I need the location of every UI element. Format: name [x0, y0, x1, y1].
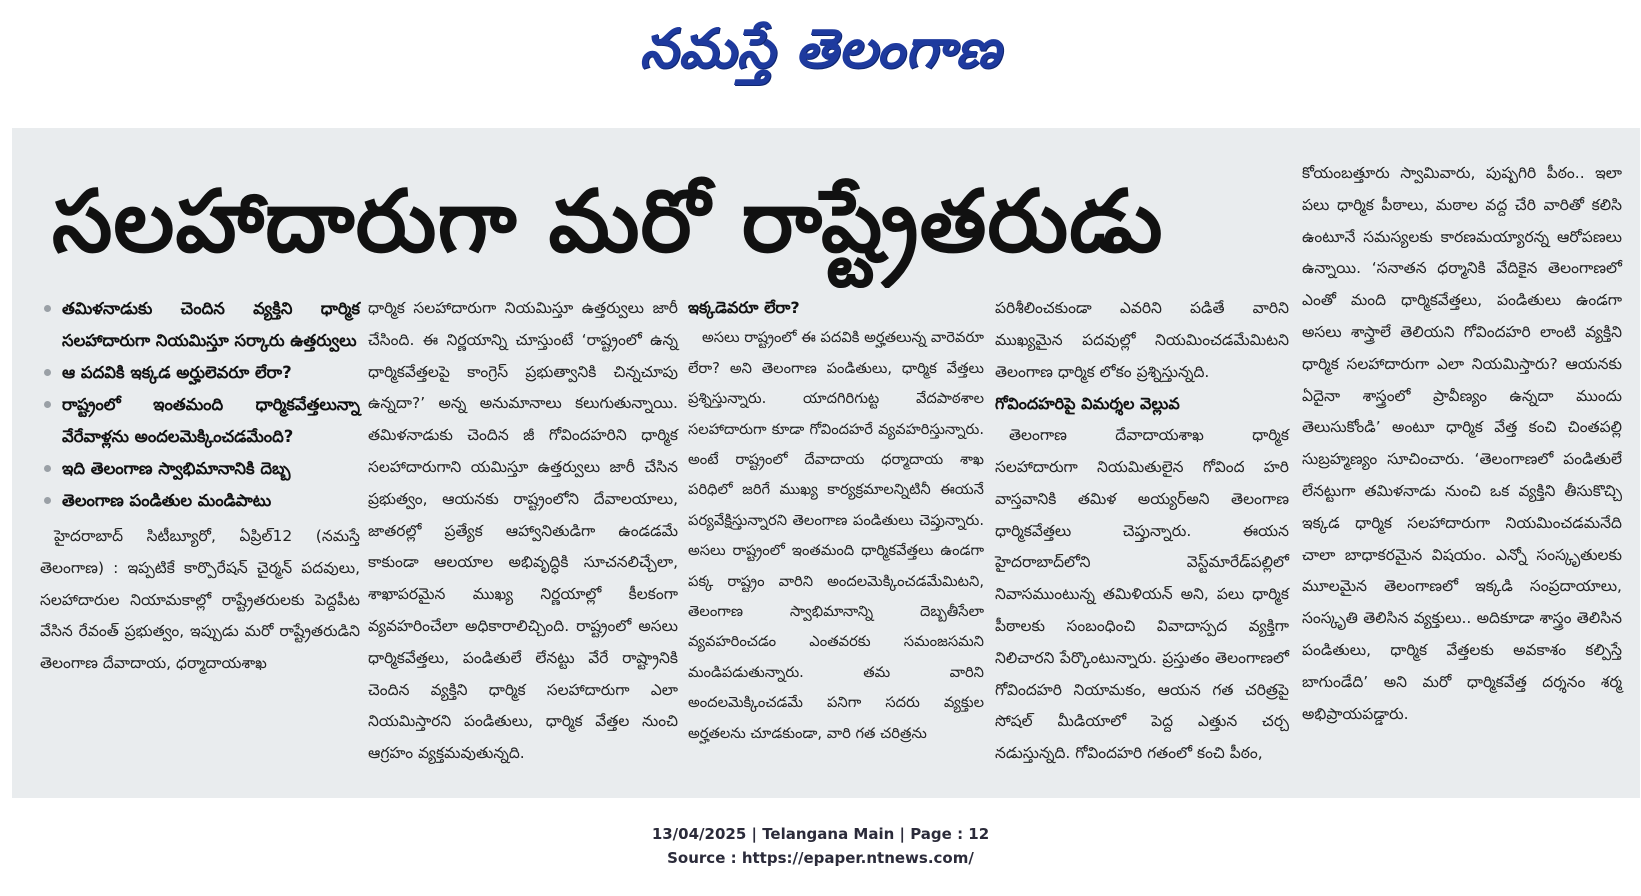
section-subheading: గోవిందహరిపై విమర్శల వెల్లువ: [995, 394, 1180, 414]
article-column-1: [40, 293, 360, 680]
bullet-icon: [44, 497, 51, 504]
article-headline: సలహాదారుగా మరో రాష్ట్రేతరుడు: [52, 172, 1164, 272]
article-column-4: [995, 293, 1289, 770]
bullet-item: [40, 293, 360, 357]
bullet-icon: [44, 305, 51, 312]
body-paragraph: పరిశీలించకుండా ఎవరిని పడితే వారిని ముఖ్యమైన పదవుల్లో నియమించడమేమిటని తెలంగాణ ధార్మిక లోకం ప్రశ్నిస్తున్నది.: [995, 299, 1289, 381]
article-column-5: [1302, 158, 1622, 730]
page-footer: [0, 822, 1641, 870]
bullet-item: [40, 357, 360, 389]
bullet-text: తమిళనాడుకు చెందిన వ్యక్తిని ధార్మిక సలహాదారుగా నియమిస్తూ సర్కారు ఉత్తర్వులు: [62, 299, 360, 350]
bullet-icon: [44, 465, 51, 472]
bullet-icon: [44, 369, 51, 376]
article-column-2: [368, 293, 678, 770]
dateline-paragraph: హైదరాబాద్ సిటీబ్యూరో, ఏప్రిల్12 (నమస్తే తెలంగాణ) : ఇప్పటికే కార్పొరేషన్ చైర్మన్ పదవులు, సలహాదారుల నియామకాల్లో రాష్ట్రేతరులకు పెద్దపీట వేసిన రేవంత్ ప్రభుత్వం, ఇప్పుడు మరో రాష్ట్రేతరుడిని తెలంగాణ దేవాదాయ, ధర్మాదాయశాఖ: [40, 527, 360, 673]
bullet-item: [40, 485, 360, 517]
bullet-icon: [44, 401, 51, 408]
bullet-text: రాష్ట్రంలో ఇంతమంది ధార్మికవేత్తలున్నా వేరేవాళ్లను అందలమెక్కించడమేంది?: [62, 395, 360, 446]
bullet-item: [40, 453, 360, 485]
bullet-text: ఆ పదవికి ఇక్కడ అర్హులెవరూ లేరా?: [62, 363, 292, 382]
bullet-item: [40, 389, 360, 453]
body-paragraph: తెలంగాణ దేవాదాయశాఖ ధార్మిక సలహాదారుగా నియమితులైన గోవింద హరి వాస్తవానికి తమిళ అయ్యర్‌అని తెలంగాణ ధార్మికవేత్తలు చెప్తున్నారు. ఈయన హైదరాబాద్‌లోని వెస్ట్‌మారేడ్‌పల్లిలో నివాసముంటున్న తమిళియన్ అని, పలు ధార్మిక పీఠాలకు సంబంధించి వివాదాస్పద వ్యక్తిగా నిలిచారని పేర్కొంటున్నారు. ప్రస్తుతం తెలంగాణలో గోవిందహరి నియామకం, ఆయన గత చరిత్రపై సోషల్ మీడియాలో పెద్ద ఎత్తున చర్చ నడుస్తున్నది. గోవిందహరి గతంలో కంచి పీఠం,: [995, 426, 1289, 763]
source-link[interactable]: Source : https://epaper.ntnews.com/: [667, 849, 974, 867]
bullet-text: ఇది తెలంగాణ స్వాభిమానానికి దెబ్బ: [62, 459, 291, 478]
publication-info: 13/04/2025 | Telangana Main | Page : 12: [651, 825, 990, 843]
section-subheading: ఇక్కడెవరూ లేరా?: [688, 298, 800, 317]
body-paragraph: అసలు రాష్ట్రంలో ఈ పదవికి అర్హతలున్న వారెవరూ లేరా? అని తెలంగాణ పండితులు, ధార్మిక వేత్తలు ప్రశ్నిస్తున్నారు. యాదగిరిగుట్ట వేదపాఠశాల సలహాదారుగా కూడా గోవిందహరే వ్యవహరిస్తున్నారు. అంటే రాష్ట్రంలో దేవాదాయ ధర్మాదాయ శాఖ పరిధిలో జరిగే ముఖ్య కార్యక్రమాలన్నిటినీ ఈయనే పర్యవేక్షిస్తున్నారని తెలంగాణ పండితులు చెప్తున్నారు. అసలు రాష్ట్రంలో ఇంతమంది ధార్మికవేత్తలు ఉండగా పక్క రాష్ట్రం వారిని అందలమెక్కించడమేమిటని, తెలంగాణ స్వాభిమానాన్ని దెబ్బతీసేలా వ్యవహరించడం ఎంతవరకు సమంజసమని మండిపడుతున్నారు. తమ వారిని అందలమెక్కించడమే పనిగా సదరు వ్యక్తుల అర్హతలను చూడకుండా, వారి గత చరిత్రను: [688, 329, 984, 742]
body-paragraph: కోయంబత్తూరు స్వామివారు, పుష్పగిరి పీఠం.. ఇలా పలు ధార్మిక పీఠాలు, మఠాల వద్ద చేరి వారితో కలిసి ఉంటూనే సమస్యలకు కారణమయ్యారన్న ఆరోపణలు ఉన్నాయి. ‘సనాతన ధర్మానికి వేదికైన తెలంగాణలో ఎంతో మంది ధార్మికవేత్తలు, పండితులు ఉండగా అసలు శాస్త్రాలే తెలియని గోవిందహరి లాంటి వ్యక్తిని ధార్మిక సలహాదారుగా ఎలా నియమిస్తారు? ఆయనకు ఏదైనా శాస్త్రంలో ప్రావీణ్యం ఉన్నదా ముందు తెలుసుకోండి’ అంటూ ధార్మిక వేత్త కంచి చింతపల్లి సుబ్రహ్మణ్యం సూచించారు. ‘తెలంగాణలో పండితులే లేనట్టుగా తమిళనాడు నుంచి ఒక వ్యక్తిని తీసుకొచ్చి ఇక్కడ ధార్మిక సలహాదారుగా నియమించడమనేది చాలా బాధాకరమైన విషయం. ఎన్నో సంస్కృతులకు మూలమైన తెలంగాణలో ఇక్కడి సంప్రదాయాలు, సంస్కృతి తెలిసిన వ్యక్తులు.. అదికూడా శాస్త్రం తెలిసిన పండితులు, ధార్మిక వేత్తలకు అవకాశం కల్పిస్తే బాగుండేది’ అని మరో ధార్మికవేత్త దర్శనం శర్మ అభిప్రాయపడ్డారు.: [1302, 164, 1622, 723]
masthead-logo: నమస్తే తెలంగాణ: [639, 16, 1002, 80]
bullet-text: తెలంగాణ పండితుల మండిపాటు: [62, 491, 272, 510]
masthead: [0, 0, 1641, 110]
body-paragraph: ధార్మిక సలహాదారుగా నియమిస్తూ ఉత్తర్వులు జారీ చేసింది. ఈ నిర్ణయాన్ని చూస్తుంటే ‘రాష్ట్రంలో ఉన్న ధార్మికవేత్తలపై కాంగ్రెస్ ప్రభుత్వానికి చిన్నచూపు ఉన్నదా?’ అన్న అనుమానాలు కలుగుతున్నాయి. తమిళనాడుకు చెందిన జీ గోవిందహరిని ధార్మిక సలహాదారుగాని యమిస్తూ ఉత్తర్వులు జారీ చేసిన ప్రభుత్వం, ఆయనకు రాష్ట్రంలోని దేవాలయాలు, జాతరల్లో ప్రత్యేక ఆహ్వానితుడిగా ఉండడమే కాకుండా ఆలయాల అభివృద్ధికి సూచనలిచ్చేలా, శాఖాపరమైన ముఖ్య నిర్ణయాల్లో కీలకంగా వ్యవహరించేలా అధికారాలిచ్చింది. రాష్ట్రంలో అసలు ధార్మికవేత్తలు, పండితులే లేనట్టు వేరే రాష్ట్రానికి చెందిన వ్యక్తిని ధార్మిక సలహాదారుగా ఎలా నియమిస్తారని పండితులు, ధార్మిక వేత్తల నుంచి ఆగ్రహం వ్యక్తమవుతున్నది.: [368, 299, 678, 763]
article-clipping: [12, 128, 1640, 798]
highlight-bullets: [40, 293, 360, 517]
article-column-3: [688, 293, 984, 749]
